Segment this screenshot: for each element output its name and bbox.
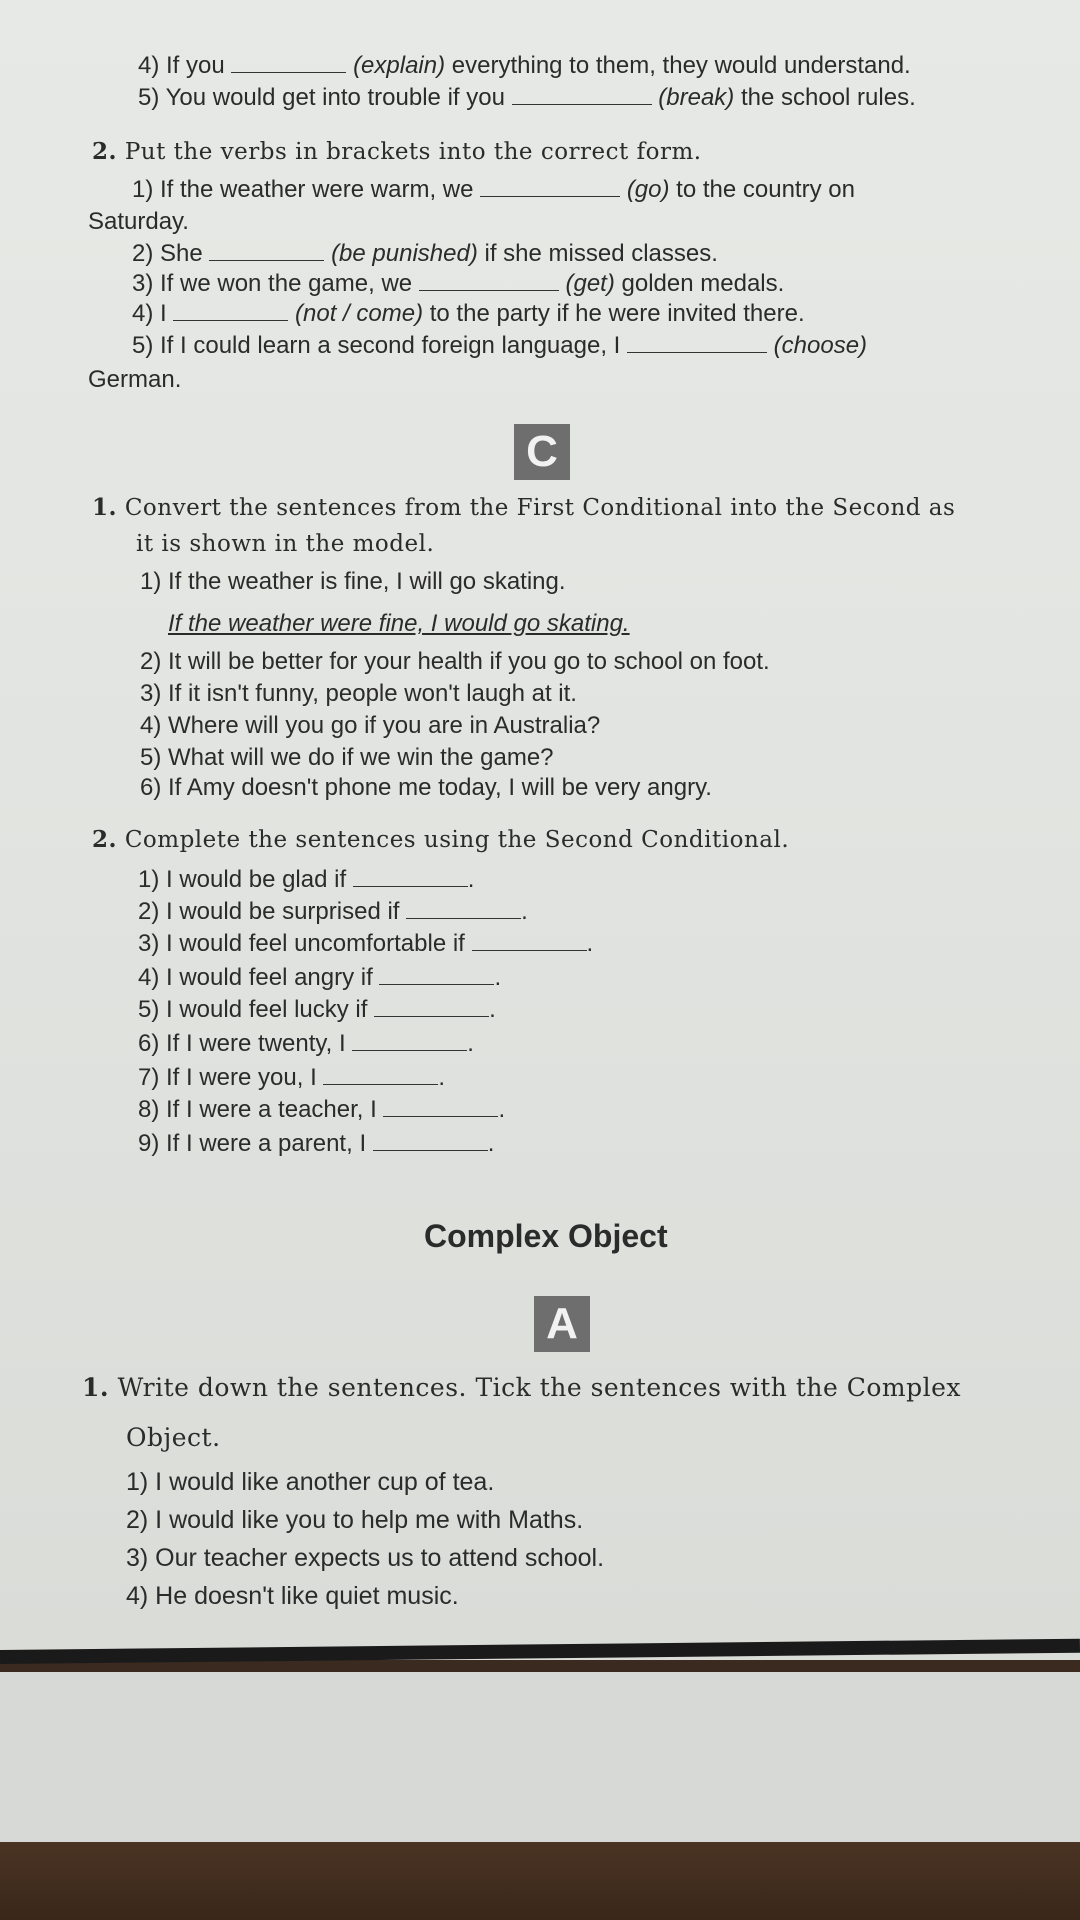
complete-item-1: 1) I would be glad if . (138, 866, 475, 893)
model-answer: If the weather were fine, I would go skating. (168, 610, 630, 637)
exercise-2-item-2: 2) She (be punished) if she missed classes. (132, 240, 718, 267)
complex-object-item-4: 4) He doesn't like quiet music. (126, 1582, 459, 1610)
complex-object-item-1: 1) I would like another cup of tea. (126, 1468, 495, 1496)
convert-item-2: 2) It will be better for your health if you go to school on foot. (140, 648, 770, 675)
answer-blank[interactable] (627, 332, 767, 353)
complete-item-5: 5) I would feel lucky if . (138, 996, 496, 1023)
answer-blank[interactable] (472, 930, 587, 951)
answer-blank[interactable] (419, 270, 559, 291)
answer-blank[interactable] (352, 1030, 467, 1051)
exercise-2-item-5: 5) If I could learn a second foreign language, I (choose) (132, 332, 868, 359)
complete-item-3: 3) I would feel uncomfortable if . (138, 930, 594, 957)
answer-blank[interactable] (353, 866, 468, 887)
answer-blank[interactable] (209, 240, 324, 261)
convert-item-5: 5) What will we do if we win the game? (140, 744, 554, 771)
section-c-exercise-1-instruction-cont: it is shown in the model. (136, 531, 435, 557)
complex-object-item-3: 3) Our teacher expects us to attend school. (126, 1544, 605, 1572)
exercise-2-instruction: 2. Put the verbs in brackets into the correct form. (92, 138, 702, 165)
desk-surface (0, 1842, 1080, 1920)
prev-item-4: 4) If you (explain) everything to them, they would understand. (138, 52, 911, 79)
model-sentence: 1) If the weather is fine, I will go skating. (140, 568, 566, 595)
convert-item-4: 4) Where will you go if you are in Australia? (140, 712, 601, 739)
section-c-exercise-1-instruction: 1. Convert the sentences from the First Conditional into the Second as (92, 494, 956, 521)
exercise-2-item-1: 1) If the weather were warm, we (go) to the country on (132, 176, 855, 203)
answer-blank[interactable] (231, 52, 346, 73)
exercise-2-item-4: 4) I (not / come) to the party if he were invited there. (132, 300, 805, 327)
convert-item-3: 3) If it isn't funny, people won't laugh at it. (140, 680, 577, 707)
exercise-2-item-1-continued: Saturday. (88, 208, 189, 235)
complete-item-8: 8) If I were a teacher, I . (138, 1096, 506, 1123)
exercise-2-item-5-continued: German. (88, 366, 182, 393)
answer-blank[interactable] (383, 1096, 498, 1117)
complete-item-9: 9) If I were a parent, I . (138, 1130, 495, 1157)
complex-object-item-2: 2) I would like you to help me with Maths. (126, 1506, 584, 1534)
answer-blank[interactable] (480, 176, 620, 197)
answer-blank[interactable] (173, 300, 288, 321)
answer-blank[interactable] (374, 996, 489, 1017)
complete-item-2: 2) I would be surprised if . (138, 898, 528, 925)
answer-blank[interactable] (323, 1064, 438, 1085)
complete-item-4: 4) I would feel angry if . (138, 964, 502, 991)
complex-object-exercise-1-instruction: 1. Write down the sentences. Tick the sentences with the Complex (82, 1373, 962, 1402)
complete-item-6: 6) If I were twenty, I . (138, 1030, 474, 1057)
section-a-badge: A (534, 1296, 590, 1352)
complex-object-exercise-1-instruction-cont: Object. (126, 1423, 221, 1452)
answer-blank[interactable] (512, 84, 652, 105)
section-c-badge: C (514, 424, 570, 480)
convert-item-6: 6) If Amy doesn't phone me today, I will be very angry. (140, 774, 712, 801)
next-page-edge (0, 1672, 1080, 1842)
answer-blank[interactable] (406, 898, 521, 919)
exercise-2-item-3: 3) If we won the game, we (get) golden medals. (132, 270, 785, 297)
prev-item-5: 5) You would get into trouble if you (break) the school rules. (138, 84, 916, 111)
complete-item-7: 7) If I were you, I . (138, 1064, 446, 1091)
answer-blank[interactable] (373, 1130, 488, 1151)
section-heading-complex-object: Complex Object (424, 1218, 668, 1254)
answer-blank[interactable] (379, 964, 494, 985)
section-c-exercise-2-instruction: 2. Complete the sentences using the Second Conditional. (92, 826, 790, 853)
